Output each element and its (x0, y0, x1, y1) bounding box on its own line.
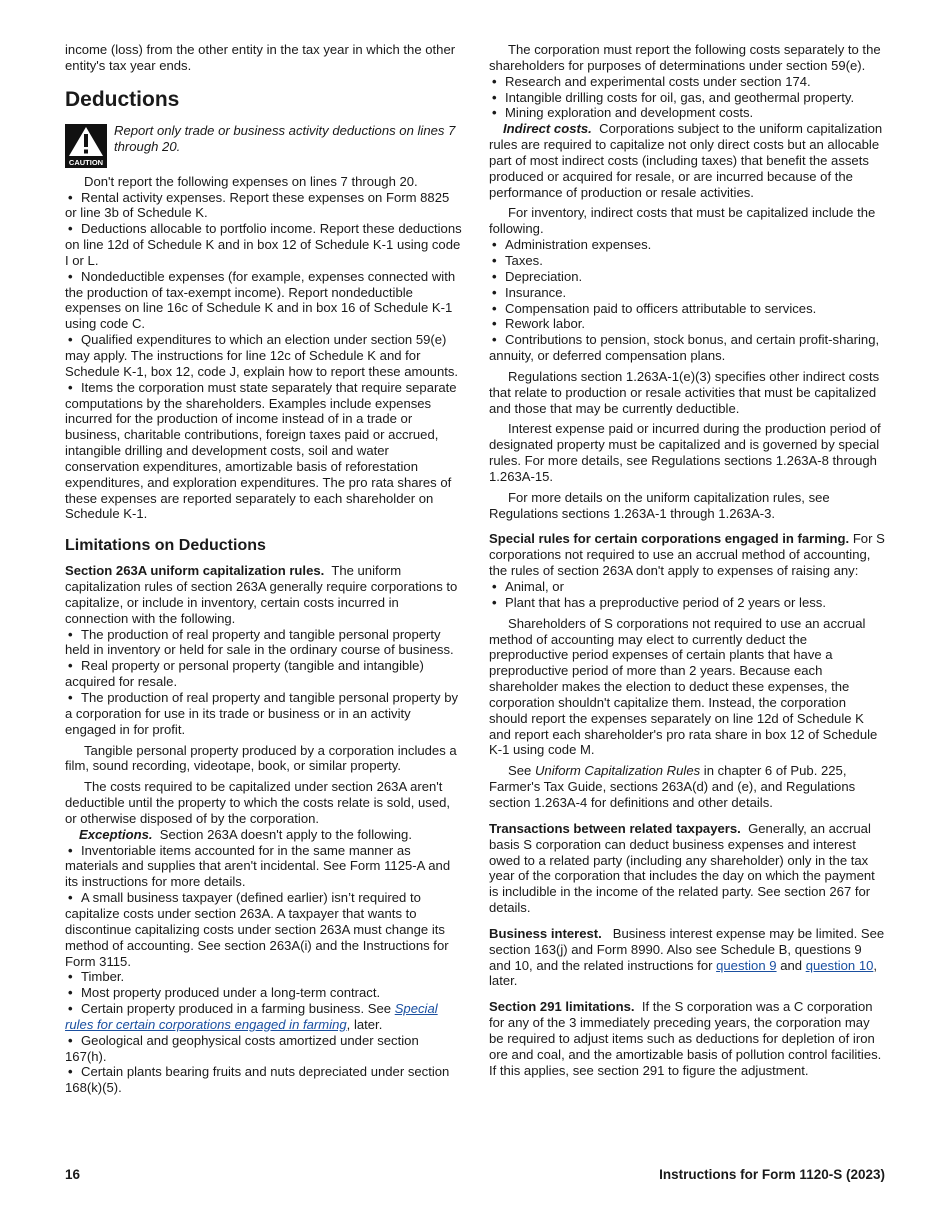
more-details-paragraph: For more details on the uniform capitalization rules, see Regulations sections 1.263A-1 through 1.263A-3. (489, 489, 830, 521)
caution-label: CAUTION (68, 157, 104, 167)
sec291-run-in-head: Section 291 limitations. (489, 999, 635, 1015)
related-taxpayers-paragraph (489, 821, 885, 916)
list-item: • Real property or personal property (tangible and intangible) acquired for resale. (65, 658, 463, 690)
list-item: • Inventoriable items accounted for in the same manner as materials and supplies that aren't incidental. See Form 1125-A and its instructions for more details. (65, 843, 463, 891)
list-item: • Intangible drilling costs for oil, gas, and geothermal property. (489, 90, 885, 106)
list-item: • Certain plants bearing fruits and nuts depreciated under section 168(k)(5). (65, 1064, 463, 1096)
sec263a-paragraph (65, 563, 463, 626)
list-item: • Depreciation. (489, 269, 885, 285)
related-run-in-head: Transactions between related taxpayers. (489, 820, 741, 836)
bizint-run-in-head: Business interest. (489, 925, 602, 941)
list-item: • Timber. (65, 969, 463, 985)
report-separately-paragraph: The corporation must report the following costs separately to the shareholders for purposes of determinations under section 59(e). (489, 42, 881, 73)
question-9-link[interactable]: question 9 (716, 957, 777, 973)
tangible-paragraph: Tangible personal property produced by a corporation includes a film, sound recording, videotape, book, or similar property. (65, 742, 457, 774)
section-291-paragraph (489, 999, 885, 1078)
sec291-text: If the S corporation was a C corporation for any of the 3 immediately preceding years, the corporation may be required to adjust items such as deductions for depletion of iron ore and coal, and the amortizable basis of pollution control facilities. If this applies, see section 291 to figure the adjustment. (489, 999, 882, 1078)
exceptions-paragraph (65, 827, 463, 843)
business-interest-paragraph (489, 926, 885, 989)
list-item: • Rental activity expenses. Report these expenses on Form 8825 or line 3b of Schedule K. (65, 190, 463, 222)
regulations-paragraph: Regulations section 1.263A-1(e)(3) specifies other indirect costs that relate to production or resale activities that must be capitalized and those that may be currently deductible. (489, 368, 880, 416)
list-item: • Qualified expenditures to which an election under section 59(e) may apply. The instructions for line 12c of Schedule K and for Schedule K-1, box 12, code J, explain how to report these amounts. (65, 332, 463, 380)
see-pre: See (508, 763, 532, 779)
list-item: • Plant that has a preproductive period of 2 years or less. (489, 595, 885, 611)
list-item: • Animal, or (489, 579, 885, 595)
list-item: • Taxes. (489, 253, 885, 269)
inventory-paragraph: For inventory, indirect costs that must be capitalized include the following. (489, 205, 876, 237)
bizint-end: , later. (489, 957, 878, 989)
list-item: • Most property produced under a long-term contract. (65, 985, 463, 1001)
list-item: • Research and experimental costs under section 174. (489, 74, 885, 90)
sec263a-text: The uniform capitalization rules of section 263A generally require corporations to capitalize, or include in inventory, certain costs incurred in connection with the following. (65, 563, 458, 626)
farming-run-in-head: Special rules for certain corporations engaged in farming. (489, 531, 850, 547)
see-italic: Uniform Capitalization Rules (534, 763, 701, 779)
exceptions-run-in-head: Exceptions. (79, 826, 153, 842)
caution-text: Report only trade or business activity deductions on lines 7 through 20. (114, 122, 456, 154)
list-item: • A small business taxpayer (defined earlier) isn’t required to capitalize costs under section 263A. A taxpayer that wants to discontinue capitalizing costs under section 263A must change its method of accounting. See section 263A(i) and the Instructions for Form 3115. (65, 890, 463, 969)
list-item: • Deductions allocable to portfolio income. Report these deductions on line 12d of Schedule K and in box 12 of Schedule K-1 using code I or L. (65, 221, 463, 269)
list-item: • Geological and geophysical costs amortized under section 167(h). (65, 1033, 463, 1065)
list-item: • Administration expenses. (489, 237, 885, 253)
indirect-costs-text: Corporations subject to the uniform capitalization rules are required to capitalize not only direct costs but an allocable part of most indirect costs (including taxes) that benefit the assets produced or acquired for resale, or are incurred because of the performance of production or resale activities. (489, 121, 883, 200)
list-item: • Nondeductible expenses (for example, expenses connected with the production of tax-exempt income). Report nondeductible expenses on line 16c of Schedule K and in box 16 of Schedule K-1 using code C. (65, 269, 463, 332)
limitations-heading: Limitations on Deductions (65, 537, 266, 555)
list-item: • Rework labor. (489, 316, 885, 332)
left-column (65, 42, 463, 1096)
see-post: in chapter 6 of Pub. 225, Farmer's Tax Guide, sections 263A(d) and (e), and Regulations section 1.263A-4 for definitions and other details. (489, 763, 856, 810)
shareholders-paragraph: Shareholders of S corporations not required to use an accrual method of accounting may elect to currently deduct the preproductive period expenses of certain plants that have a preproductive period of more than 2 years. Because each shareholder makes the election to deduct these expenses, the corporation shouldn't capitalize them. Instead, the corporation should report the expenses separately on line 12d of Schedule K and report each shareholder's pro rata share in box 12 of Schedule K-1 using code M. (489, 615, 878, 758)
right-column (489, 42, 885, 1083)
list-item: • Contributions to pension, stock bonus, and certain profit-sharing, annuity, or deferred compensation plans. (489, 332, 885, 364)
see-pub-paragraph (489, 763, 885, 811)
dont-report-paragraph: Don't report the following expenses on lines 7 through 20. (84, 173, 418, 189)
list-item: • Compensation paid to officers attributable to services. (489, 301, 885, 317)
interest-paragraph: Interest expense paid or incurred during the production period of designated property must be capitalized and is governed by special rules. For more details, see Regulations sections 1.263A-8 through 1.263A-15. (489, 421, 881, 484)
question-10-link[interactable]: question 10 (805, 957, 874, 973)
list-item: • The production of real property and tangible personal property held in inventory or held for sale in the ordinary course of business. (65, 627, 463, 659)
list-item: • The production of real property and tangible personal property by a corporation for use in its trade or business or in an activity engaged in for profit. (65, 690, 463, 738)
farming-rules-link[interactable]: Special rules for certain corporations engaged in farming (65, 1001, 438, 1032)
related-text: Generally, an accrual basis S corporation can deduct business expenses and interest owed to a related party (including any shareholder) only in the tax year of the corporation that includes the day on which the payment is includible in the income of the related party. See section 267 for details. (489, 820, 875, 916)
indirect-costs-paragraph (489, 121, 885, 200)
costs-paragraph: The costs required to be capitalized under section 263A aren't deductible until the property to which the costs relate is sold, used, or otherwise disposed of by the corporation. (65, 779, 451, 826)
farming-text: For S corporations not required to use an accrual method of accounting, the rules of section 263A don't apply to expenses of raising any: (489, 531, 885, 579)
bizint-text: Business interest expense may be limited. See section 163(j) and Form 8990. Also see Schedule B, questions 9 and 10, and the related instructions for (489, 925, 885, 973)
form-title-footer: Instructions for Form 1120-S (2023) (659, 1167, 885, 1182)
bizint-and: and (780, 957, 803, 973)
page-number: 16 (65, 1167, 81, 1182)
caution-note (65, 123, 463, 168)
farming-bullet-text: Certain property produced in a farming business. See (81, 1001, 392, 1017)
farming-bullet-end: , later. (346, 1016, 383, 1032)
indirect-costs-run-in-head: Indirect costs. (503, 121, 592, 137)
sec263a-run-in-head: Section 263A uniform capitalization rules. (65, 563, 325, 579)
caution-icon (65, 124, 107, 168)
intro-paragraph: income (loss) from the other entity in the tax year in which the other entity's tax year ends. (65, 42, 456, 73)
exceptions-text: Section 263A doesn't apply to the following. (159, 826, 412, 842)
list-item-farming (65, 1001, 463, 1033)
deductions-heading: Deductions (65, 87, 180, 111)
list-item: • Items the corporation must state separately that require separate computations by the shareholders. Examples include expenses incurred for the production of income instead of in a trade or business, charitable contributions, foreign taxes paid or accrued, intangible drilling and development costs, soil and water conservation expenditures, amortizable basis of reforestation expenditures, and exploration expenditures. The pro rata shares of these expenses are reported separately to each shareholder on Schedule K-1. (65, 380, 463, 523)
farming-paragraph (489, 531, 885, 579)
list-item: • Mining exploration and development costs. (489, 105, 885, 121)
list-item: • Insurance. (489, 285, 885, 301)
